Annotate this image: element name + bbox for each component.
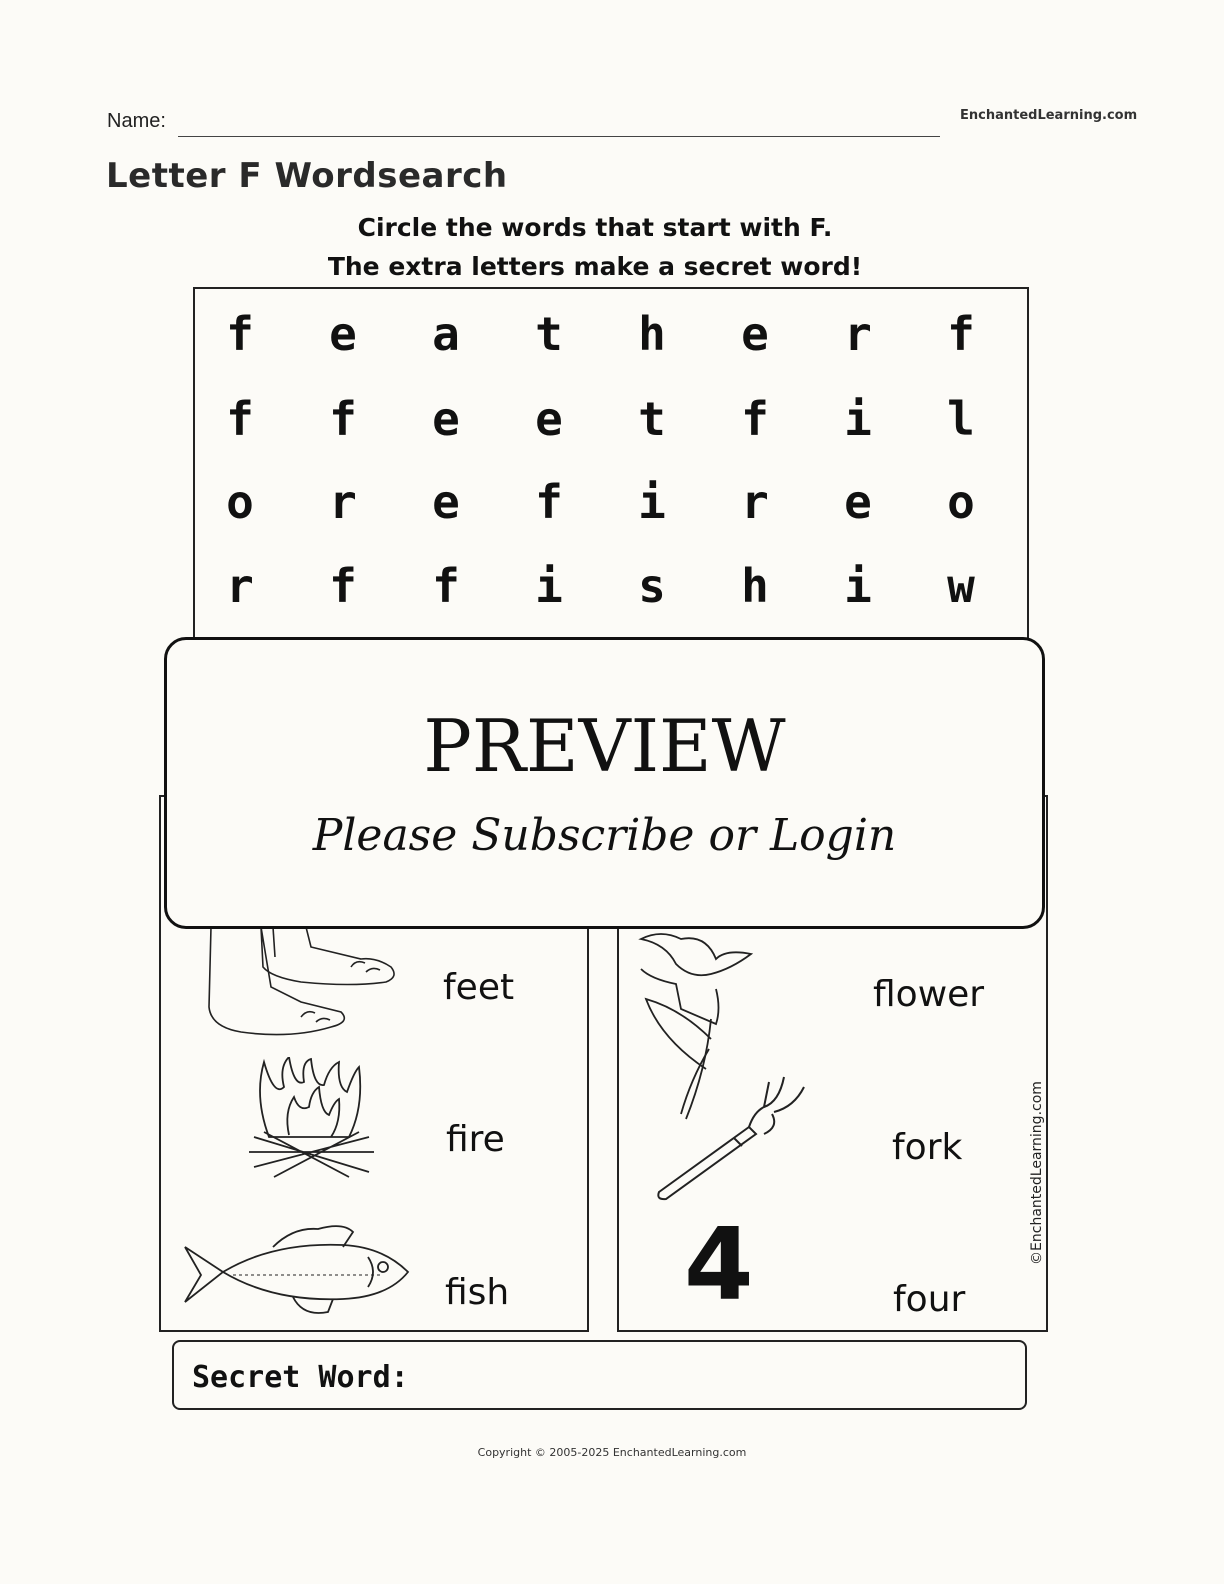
grid-cell[interactable]: i xyxy=(844,559,872,613)
grid-cell[interactable]: h xyxy=(638,307,666,361)
word-fish: fish xyxy=(445,1272,510,1313)
grid-cell[interactable]: f xyxy=(329,559,357,613)
name-label: Name: xyxy=(107,110,166,132)
grid-cell[interactable]: t xyxy=(638,392,666,446)
fish-icon xyxy=(183,1217,413,1327)
name-line[interactable] xyxy=(178,136,940,137)
grid-cell[interactable]: l xyxy=(947,392,975,446)
grid-cell[interactable]: h xyxy=(741,559,769,613)
grid-cell[interactable]: e xyxy=(741,307,769,361)
grid-cell[interactable]: r xyxy=(741,475,769,529)
wordsearch-grid xyxy=(193,287,1029,647)
grid-cell[interactable]: e xyxy=(432,392,460,446)
grid-cell[interactable]: r xyxy=(226,559,254,613)
vertical-credit: ©EnchantedLearning.com xyxy=(1029,1081,1045,1265)
grid-cell[interactable]: i xyxy=(638,475,666,529)
secret-word-label: Secret Word: xyxy=(192,1360,409,1395)
preview-title: PREVIEW xyxy=(423,704,786,788)
grid-cell[interactable]: t xyxy=(535,307,563,361)
grid-cell[interactable]: e xyxy=(535,392,563,446)
four-numeral: 4 xyxy=(684,1206,754,1323)
page-title: Letter F Wordsearch xyxy=(106,156,508,196)
grid-cell[interactable]: a xyxy=(432,307,460,361)
grid-cell[interactable]: s xyxy=(638,559,666,613)
grid-cell[interactable]: w xyxy=(947,559,975,613)
word-flower: flower xyxy=(873,974,985,1015)
grid-cell[interactable]: e xyxy=(844,475,872,529)
grid-cell[interactable]: f xyxy=(226,307,254,361)
grid-cell[interactable]: o xyxy=(226,475,254,529)
grid-cell[interactable]: r xyxy=(329,475,357,529)
grid-cell[interactable]: f xyxy=(432,559,460,613)
grid-cell[interactable]: f xyxy=(535,475,563,529)
grid-cell[interactable]: e xyxy=(329,307,357,361)
site-label: EnchantedLearning.com xyxy=(960,108,1138,123)
word-fork: fork xyxy=(892,1127,963,1168)
subscribe-login-link[interactable]: Please Subscribe or Login xyxy=(312,810,897,861)
grid-cell[interactable]: i xyxy=(844,392,872,446)
grid-cell[interactable]: r xyxy=(844,307,872,361)
instruction-line-1: Circle the words that start with F. xyxy=(357,213,833,242)
grid-cell[interactable]: f xyxy=(226,392,254,446)
word-four: four xyxy=(893,1279,966,1320)
grid-cell[interactable]: f xyxy=(741,392,769,446)
fire-icon xyxy=(249,1057,374,1182)
grid-cell[interactable]: f xyxy=(947,307,975,361)
fork-icon xyxy=(654,1072,814,1202)
grid-cell[interactable]: e xyxy=(432,475,460,529)
feet-icon xyxy=(201,927,401,1042)
instruction-line-2: The extra letters make a secret word! xyxy=(327,252,863,281)
grid-cell[interactable]: i xyxy=(535,559,563,613)
word-feet: feet xyxy=(443,967,515,1008)
grid-cell[interactable]: o xyxy=(947,475,975,529)
secret-word-box[interactable] xyxy=(172,1340,1027,1410)
copyright: Copyright © 2005-2025 EnchantedLearning.com xyxy=(477,1446,747,1459)
word-fire: fire xyxy=(446,1119,505,1160)
preview-overlay[interactable] xyxy=(164,637,1045,929)
grid-cell[interactable]: f xyxy=(329,392,357,446)
